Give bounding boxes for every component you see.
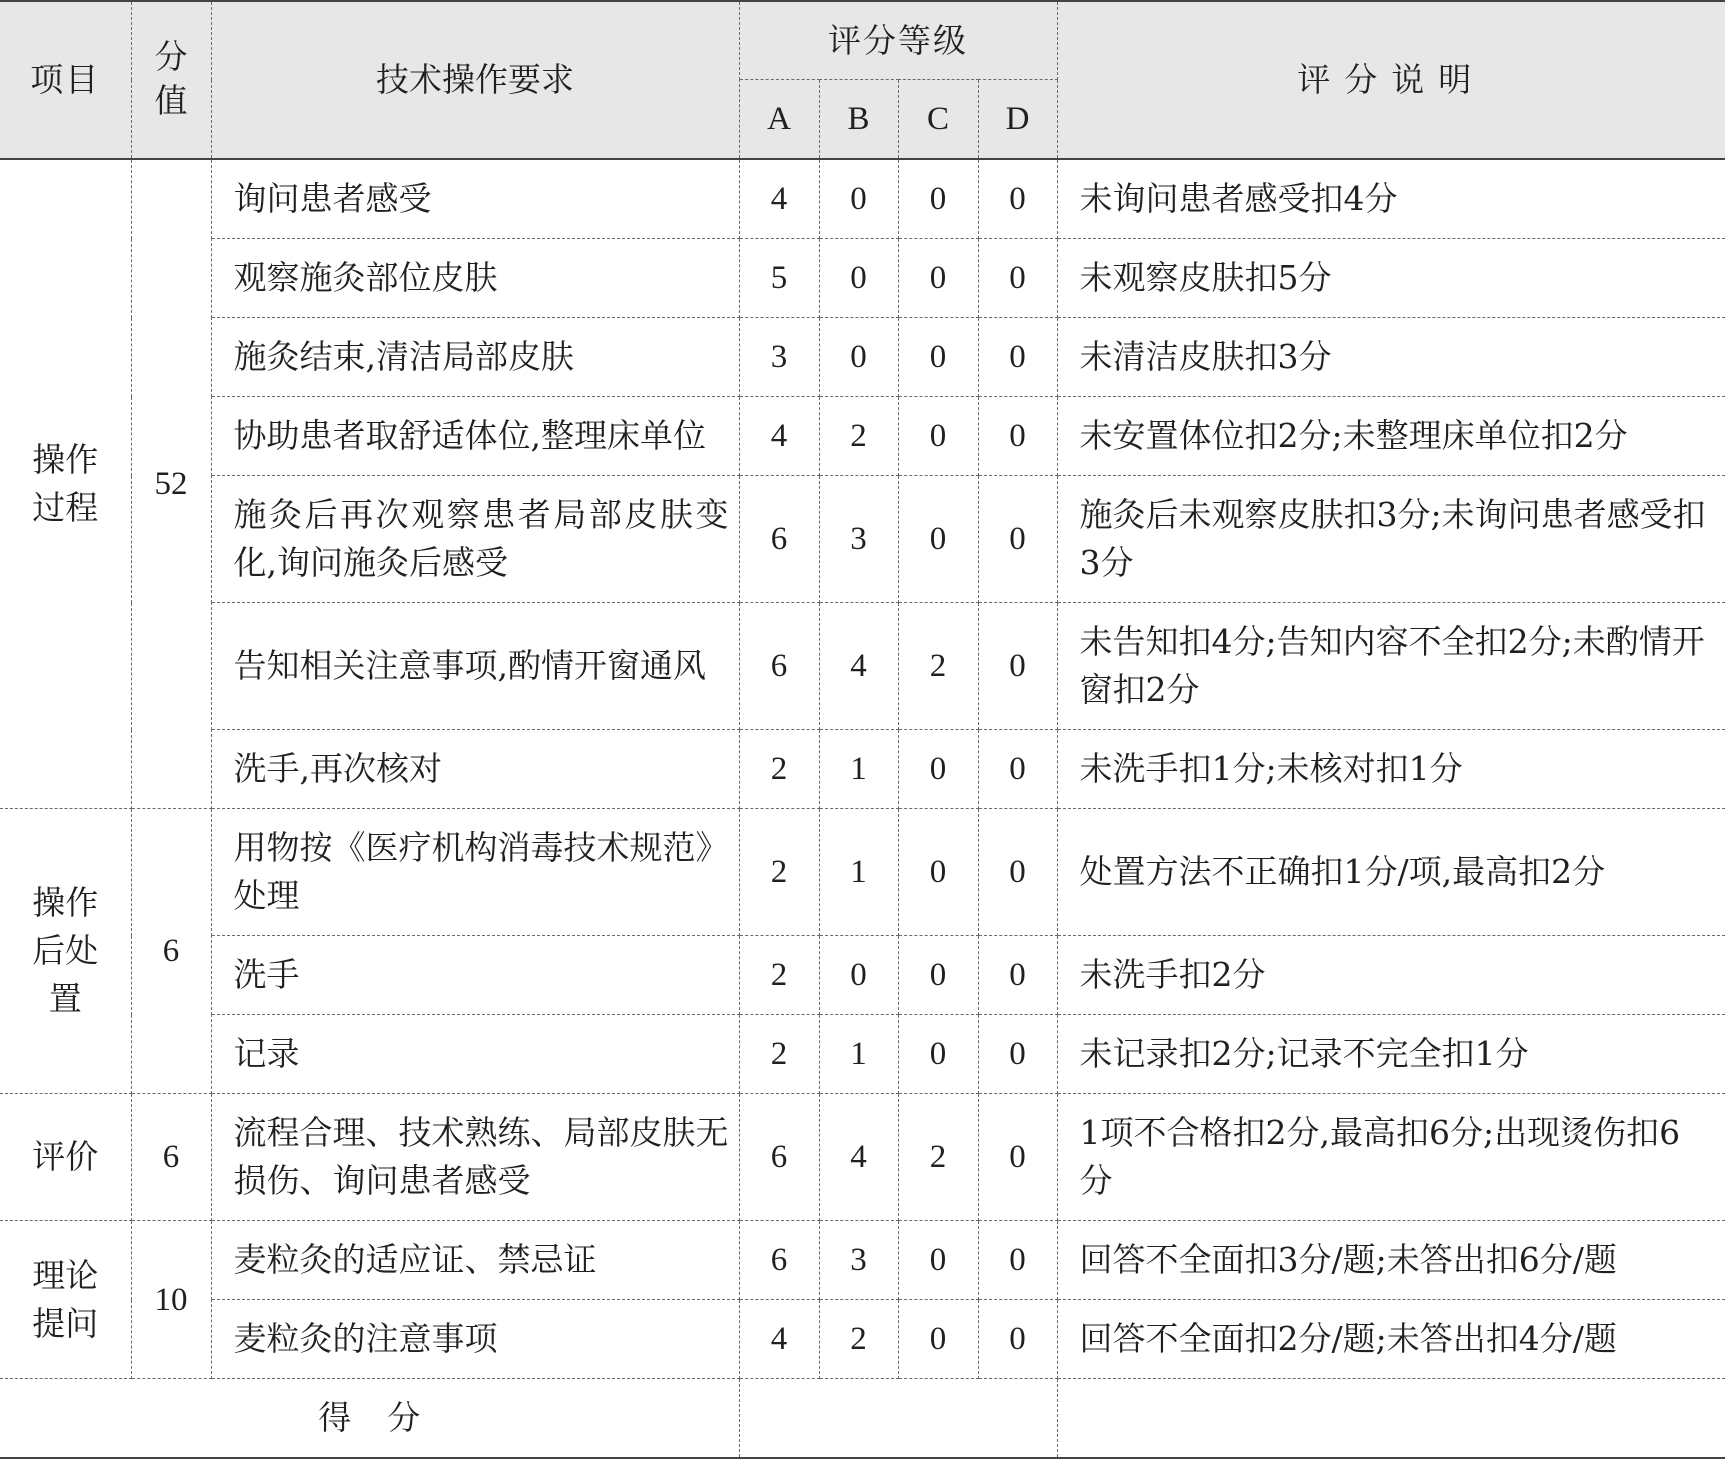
description-cell: 未记录扣2分;记录不完全扣1分 <box>1057 1015 1725 1094</box>
description-cell: 未询问患者感受扣4分 <box>1057 159 1725 239</box>
grade-d-cell: 0 <box>978 1094 1057 1221</box>
requirement-cell: 询问患者感受 <box>211 159 739 239</box>
grade-d-cell: 0 <box>978 1300 1057 1379</box>
category-cell <box>0 159 131 809</box>
grade-d-cell: 0 <box>978 1015 1057 1094</box>
grade-d-cell: 0 <box>978 730 1057 809</box>
table-row <box>0 730 1725 809</box>
requirement-cell: 洗手,再次核对 <box>211 730 739 809</box>
grade-b-cell: 2 <box>819 1300 898 1379</box>
grade-a-cell: 6 <box>739 603 819 730</box>
requirement-cell: 施灸后再次观察患者局部皮肤变化,询问施灸后感受 <box>211 476 739 603</box>
points-cell: 6 <box>131 1094 211 1221</box>
header-grade-c: C <box>898 80 978 160</box>
description-cell: 未清洁皮肤扣3分 <box>1057 318 1725 397</box>
grade-a-cell: 6 <box>739 476 819 603</box>
grade-d-cell: 0 <box>978 159 1057 239</box>
grade-a-cell: 6 <box>739 1221 819 1300</box>
grade-c-cell: 0 <box>898 397 978 476</box>
grade-d-cell: 0 <box>978 809 1057 936</box>
header-requirement: 技术操作要求 <box>211 1 739 159</box>
description-cell: 未观察皮肤扣5分 <box>1057 239 1725 318</box>
requirement-cell: 流程合理、技术熟练、局部皮肤无损伤、询问患者感受 <box>211 1094 739 1221</box>
description-cell: 未安置体位扣2分;未整理床单位扣2分 <box>1057 397 1725 476</box>
grade-b-cell: 1 <box>819 809 898 936</box>
grade-b-cell: 0 <box>819 239 898 318</box>
requirement-cell: 用物按《医疗机构消毒技术规范》处理 <box>211 809 739 936</box>
table-row <box>0 476 1725 603</box>
header-grade-a: A <box>739 80 819 160</box>
description-cell: 未洗手扣1分;未核对扣1分 <box>1057 730 1725 809</box>
total-grade-cell <box>739 1379 1057 1459</box>
table-row <box>0 1015 1725 1094</box>
total-label: 得分 <box>0 1379 739 1459</box>
grade-d-cell: 0 <box>978 239 1057 318</box>
grade-b-cell: 3 <box>819 1221 898 1300</box>
category-cell <box>0 1221 131 1379</box>
description-cell: 处置方法不正确扣1分/项,最高扣2分 <box>1057 809 1725 936</box>
points-cell: 10 <box>131 1221 211 1379</box>
requirement-cell: 告知相关注意事项,酌情开窗通风 <box>211 603 739 730</box>
grade-c-cell: 2 <box>898 603 978 730</box>
category-cell <box>0 809 131 1094</box>
description-cell: 未洗手扣2分 <box>1057 936 1725 1015</box>
grade-c-cell: 0 <box>898 476 978 603</box>
table-header <box>0 1 1725 159</box>
table-row <box>0 1300 1725 1379</box>
requirement-cell: 施灸结束,清洁局部皮肤 <box>211 318 739 397</box>
header-grade: 评分等级 <box>739 1 1057 80</box>
table-row <box>0 1094 1725 1221</box>
grade-d-cell: 0 <box>978 397 1057 476</box>
grade-b-cell: 0 <box>819 318 898 397</box>
category-cell: 评价 <box>0 1094 131 1221</box>
header-description: 评分说明 <box>1057 1 1725 159</box>
grade-a-cell: 4 <box>739 159 819 239</box>
total-row <box>0 1379 1725 1459</box>
grade-b-cell: 1 <box>819 730 898 809</box>
grade-a-cell: 3 <box>739 318 819 397</box>
grade-b-cell: 1 <box>819 1015 898 1094</box>
requirement-cell: 协助患者取舒适体位,整理床单位 <box>211 397 739 476</box>
points-cell: 52 <box>131 159 211 809</box>
grade-c-cell: 0 <box>898 1221 978 1300</box>
table-row <box>0 936 1725 1015</box>
total-description-cell <box>1057 1379 1725 1459</box>
grade-d-cell: 0 <box>978 318 1057 397</box>
grade-b-cell: 2 <box>819 397 898 476</box>
grade-b-cell: 4 <box>819 603 898 730</box>
grade-c-cell: 0 <box>898 809 978 936</box>
grade-a-cell: 5 <box>739 239 819 318</box>
grade-a-cell: 4 <box>739 1300 819 1379</box>
table-row <box>0 809 1725 936</box>
grade-d-cell: 0 <box>978 1221 1057 1300</box>
category-label: 理论提问 <box>32 1255 99 1343</box>
description-cell: 回答不全面扣2分/题;未答出扣4分/题 <box>1057 1300 1725 1379</box>
header-item: 项目 <box>0 1 131 159</box>
grade-d-cell: 0 <box>978 476 1057 603</box>
requirement-cell: 麦粒灸的注意事项 <box>211 1300 739 1379</box>
header-grade-d: D <box>978 80 1057 160</box>
header-points-text: 分值 <box>154 37 188 120</box>
table-row <box>0 397 1725 476</box>
grade-a-cell: 2 <box>739 1015 819 1094</box>
header-points <box>131 1 211 159</box>
description-cell: 未告知扣4分;告知内容不全扣2分;未酌情开窗扣2分 <box>1057 603 1725 730</box>
grade-c-cell: 0 <box>898 936 978 1015</box>
grade-c-cell: 0 <box>898 239 978 318</box>
requirement-cell: 麦粒灸的适应证、禁忌证 <box>211 1221 739 1300</box>
grade-a-cell: 6 <box>739 1094 819 1221</box>
grade-d-cell: 0 <box>978 936 1057 1015</box>
table-row <box>0 159 1725 239</box>
table-row <box>0 1221 1725 1300</box>
header-grade-b: B <box>819 80 898 160</box>
table-row <box>0 318 1725 397</box>
table-row <box>0 239 1725 318</box>
requirement-cell: 洗手 <box>211 936 739 1015</box>
description-cell: 施灸后未观察皮肤扣3分;未询问患者感受扣3分 <box>1057 476 1725 603</box>
grade-a-cell: 2 <box>739 936 819 1015</box>
grade-a-cell: 2 <box>739 730 819 809</box>
category-label: 操作后处置 <box>32 883 99 1018</box>
grade-a-cell: 2 <box>739 809 819 936</box>
grade-b-cell: 3 <box>819 476 898 603</box>
description-cell: 1项不合格扣2分,最高扣6分;出现烫伤扣6分 <box>1057 1094 1725 1221</box>
grade-c-cell: 2 <box>898 1094 978 1221</box>
grade-a-cell: 4 <box>739 397 819 476</box>
grade-c-cell: 0 <box>898 1015 978 1094</box>
requirement-cell: 观察施灸部位皮肤 <box>211 239 739 318</box>
category-label: 操作过程 <box>32 440 99 527</box>
grade-c-cell: 0 <box>898 159 978 239</box>
grade-b-cell: 0 <box>819 936 898 1015</box>
grade-b-cell: 4 <box>819 1094 898 1221</box>
table-body <box>0 159 1725 1458</box>
points-cell: 6 <box>131 809 211 1094</box>
grade-c-cell: 0 <box>898 318 978 397</box>
requirement-cell: 记录 <box>211 1015 739 1094</box>
grade-c-cell: 0 <box>898 730 978 809</box>
description-cell: 回答不全面扣3分/题;未答出扣6分/题 <box>1057 1221 1725 1300</box>
grade-d-cell: 0 <box>978 603 1057 730</box>
grade-b-cell: 0 <box>819 159 898 239</box>
grade-c-cell: 0 <box>898 1300 978 1379</box>
table-row <box>0 603 1725 730</box>
